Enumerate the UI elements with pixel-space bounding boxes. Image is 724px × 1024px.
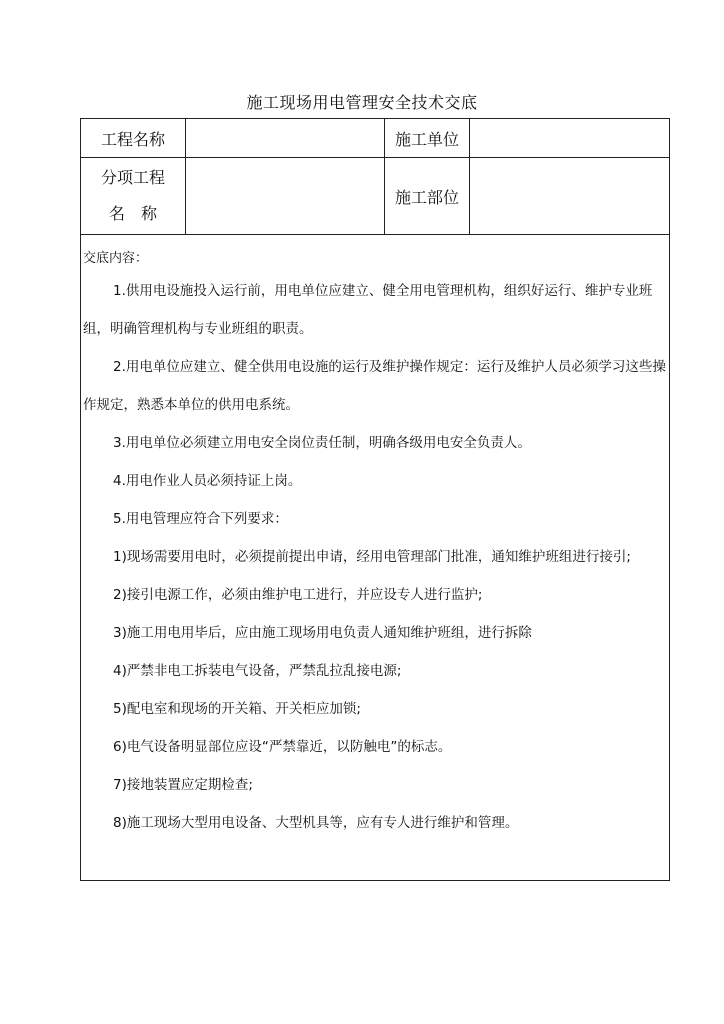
form-row-subproject: [81, 158, 670, 235]
disclosure-form-table: [80, 118, 670, 881]
content-paragraph: 4)严禁非电工拆装电气设备，严禁乱拉乱接电源;: [113, 663, 402, 679]
form-row-project: [81, 119, 670, 158]
content-paragraph: 8)施工现场大型用电设备、大型机具等，应有专人进行维护和管理。: [113, 815, 519, 831]
content-paragraph: 2.用电单位应建立、健全供用电设施的运行及维护操作规定：运行及维护人员必须学习这些操作规定，熟悉本单位的供用电系统。: [83, 359, 666, 413]
content-paragraph: 3.用电单位必须建立用电安全岗位责任制，明确各级用电安全负责人。: [113, 435, 531, 451]
construction-unit-label: 施工单位: [385, 119, 470, 158]
content-paragraph: 7)接地装置应定期检查;: [113, 777, 253, 793]
construction-part-value[interactable]: [470, 158, 670, 235]
content-cell: [81, 235, 670, 881]
content-heading: 交底内容：: [83, 251, 149, 266]
content-paragraph: 1.供用电设施投入运行前，用电单位应建立、健全用电管理机构，组织好运行、维护专业班组，明确管理机构与专业班组的职责。: [83, 283, 653, 337]
project-name-label: 工程名称: [81, 119, 186, 158]
project-name-value[interactable]: [186, 119, 385, 158]
document-title: 施工现场用电管理安全技术交底: [246, 93, 478, 112]
content-paragraph: 2)接引电源工作，必须由维护电工进行，并应设专人进行监护;: [113, 587, 483, 603]
content-paragraph: 5)配电室和现场的开关箱、开关柜应加锁;: [113, 701, 361, 717]
form-row-content: [81, 235, 670, 881]
content-paragraph: 1)现场需要用电时，必须提前提出申请，经用电管理部门批准，通知维护班组进行接引;: [113, 549, 631, 565]
construction-unit-value[interactable]: [470, 119, 670, 158]
content-paragraph: 5.用电管理应符合下列要求：: [113, 511, 288, 527]
content-paragraph: 6)电气设备明显部位应设“严禁靠近，以防触电”的标志。: [113, 739, 452, 755]
construction-part-label: 施工部位: [385, 158, 470, 235]
sub-project-value[interactable]: [186, 158, 385, 235]
sub-project-label-line1: 分项工程: [100, 168, 165, 187]
sub-project-label-line2: 名 称: [108, 204, 157, 223]
content-paragraph: 4.用电作业人员必须持证上岗。: [113, 473, 302, 489]
content-paragraph: 3)施工用电用毕后，应由施工现场用电负责人通知维护班组，进行拆除: [113, 625, 532, 641]
sub-project-label: [81, 158, 186, 235]
